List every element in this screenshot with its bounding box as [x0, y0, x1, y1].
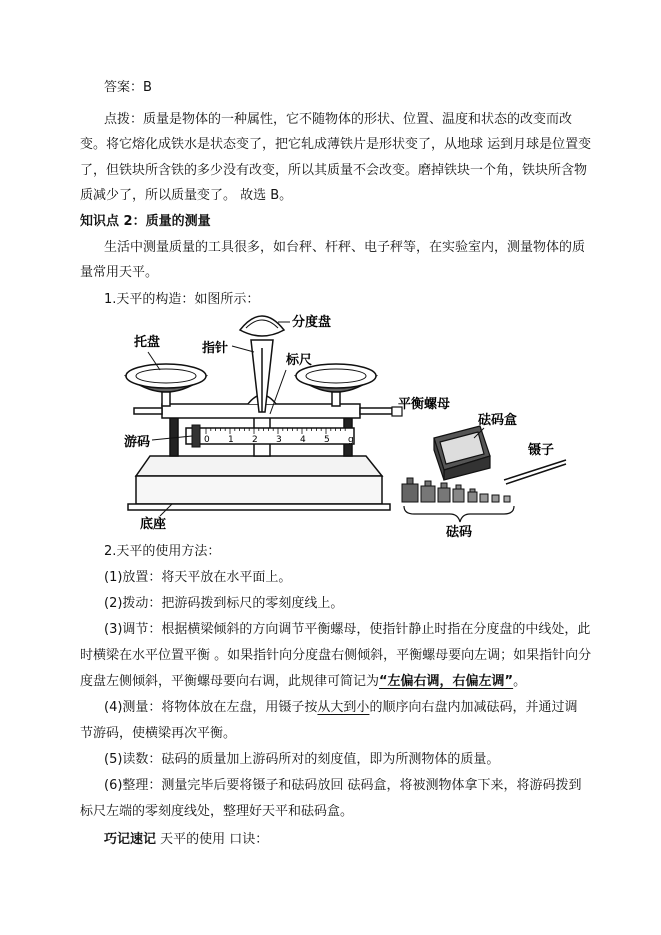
weight-box: [434, 426, 490, 480]
rule-mnemonic: “左偏右调，右偏左调”: [379, 674, 514, 689]
balance-base: [128, 456, 390, 510]
scale-tick-label: 5: [324, 435, 330, 445]
left-tray: [126, 364, 206, 406]
usage-title: 2.天平的使用方法：: [104, 544, 221, 559]
section-heading: 知识点 2：质量的测量: [80, 214, 211, 229]
usage-step-3-c: 度盘左侧倾斜，平衡螺母要向右调，此规律可简记为“左偏右调，右偏左调”。: [80, 674, 527, 689]
usage-step-3-a: (3)调节：根据横梁倾斜的方向调节平衡螺母，使指针静止时指在分度盘的中线处，此: [104, 622, 591, 637]
label-box: 砝码盒: [478, 413, 518, 428]
order-phrase: 从大到小: [317, 700, 370, 715]
label-tray: 托盘: [134, 335, 161, 350]
answer-line: 答案：B: [104, 80, 152, 95]
memo-text: 天平的使用 口诀：: [160, 832, 269, 847]
structure-item: 1.天平的构造：如图所示：: [104, 292, 260, 307]
label-tweezers: 镊子: [528, 443, 555, 458]
intro-line-2: 量常用天平。: [80, 265, 159, 280]
scale-tick-label: 2: [252, 435, 258, 445]
dial-plate: [240, 316, 284, 336]
usage-step-5: (5)读数：砝码的质量加上游码所对的刻度值，即为所测物体的质量。: [104, 752, 500, 767]
analysis-line-3: 了，但铁块所含铁的多少没有改变，所以其质量不会改变。磨掉铁块一个角，铁块所含物: [80, 163, 588, 178]
usage-step-6-a: (6)整理：测量完毕后要将镊子和砝码放回 砝码盒，将被测物体拿下来，将游码拨到: [104, 778, 582, 793]
analysis-line-4: 质减少了，所以质量变了。 故选 B。: [80, 188, 293, 203]
memo-line: [104, 830, 268, 850]
label-rider: 游码: [124, 435, 151, 450]
usage-step-6-b: 标尺左端的零刻度线处，整理好天平和砝码盒。: [80, 804, 354, 819]
label-base: 底座: [140, 517, 167, 532]
scale-tick-label: g: [348, 435, 354, 445]
balance-diagram: [108, 308, 578, 538]
analysis-line-2: 变。将它熔化成铁水是状态变了，把它轧成薄铁片是形状变了，从地球 运到月球是位置变: [80, 137, 592, 152]
usage-step-3-b: 时横梁在水平位置平衡 。如果指针向分度盘右侧倾斜，平衡螺母要向左调；如果指针向分: [80, 648, 592, 663]
usage-step-1: (1)放置：将天平放在水平面上。: [104, 570, 292, 585]
label-nut: 平衡螺母: [398, 397, 451, 412]
weights-set: [402, 478, 510, 502]
analysis-line-1: 点拨：质量是物体的一种属性，它不随物体的形状、位置、温度和状态的改变而改: [104, 112, 573, 127]
answer-label: 答案: [104, 80, 131, 95]
usage-step-4-a: (4)测量：将物体放在左盘，用镊子按从大到小的顺序向右盘内加减砝码，并通过调: [104, 700, 578, 715]
rider-block: [192, 425, 200, 447]
memo-label: 巧记速记: [104, 832, 157, 847]
answer-value: B: [143, 80, 152, 95]
label-dial: 分度盘: [292, 315, 332, 330]
scale-tick-label: 3: [276, 435, 282, 445]
scale-tick-label: 1: [228, 435, 234, 445]
usage-step-4-b: 节游码，使横梁再次平衡。: [80, 726, 237, 741]
scale-tick-label: 4: [300, 435, 306, 445]
label-weights: 砝码: [446, 525, 473, 538]
scale-tick-label: 0: [204, 435, 210, 445]
label-pointer: 指针: [202, 341, 229, 356]
tweezers: [504, 460, 566, 484]
usage-step-2: (2)拨动：把游码拨到标尺的零刻度线上。: [104, 596, 344, 611]
right-tray: [296, 364, 376, 406]
intro-line-1: 生活中测量质量的工具很多，如台秤、杆秤、电子秤等，在实验室内，测量物体的质: [104, 240, 586, 255]
label-scale: 标尺: [286, 353, 313, 368]
